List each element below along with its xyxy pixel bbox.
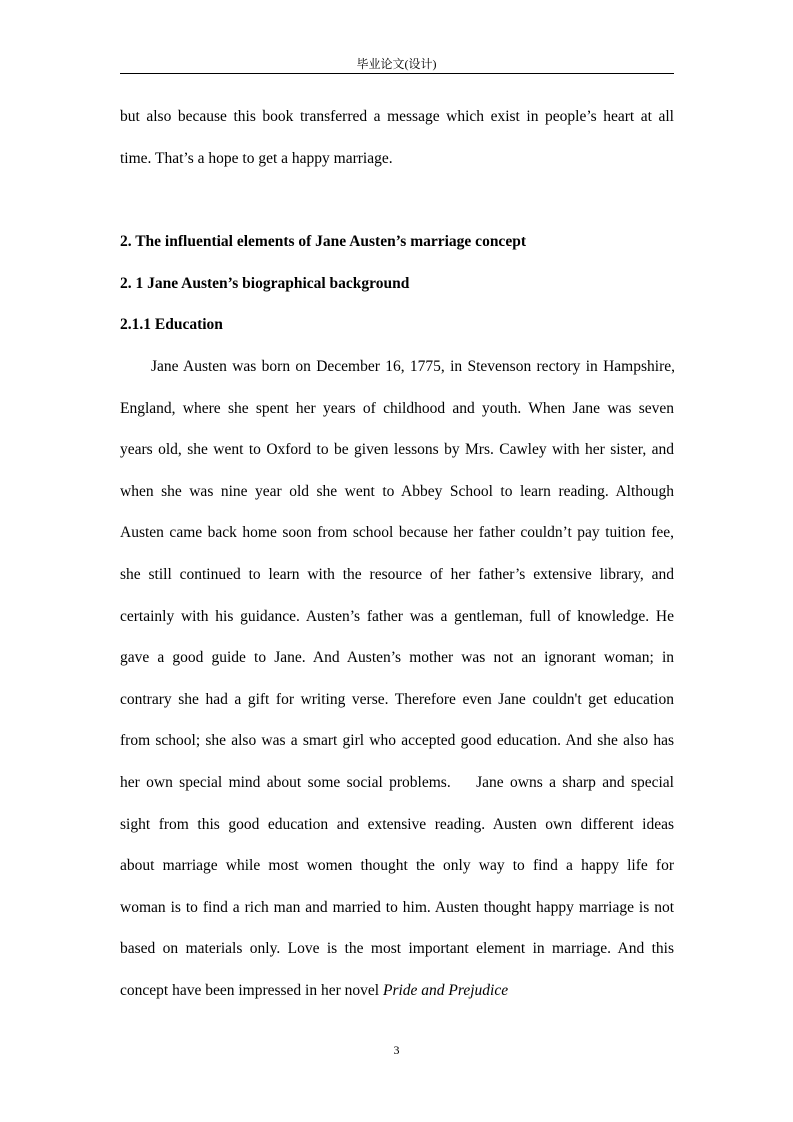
intro-line: but also because this book transferred a message which exist in people’s heart at all [120, 108, 674, 125]
body-line-text: concept have been impressed in her novel [120, 982, 383, 999]
body-line: about marriage while most women thought the only way to find a happy life for [120, 857, 674, 874]
body-line: Austen came back home soon from school because her father couldn’t pay tuition fee, [120, 524, 674, 541]
body-line: from school; she also was a smart girl who accepted good education. And she also has [120, 732, 674, 749]
section-heading: 2. The influential elements of Jane Austen’s marriage concept [120, 233, 526, 250]
running-header: 毕业论文(设计) [356, 57, 437, 71]
subsection-heading: 2. 1 Jane Austen’s biographical background [120, 275, 410, 292]
body-line: sight from this good education and extensive reading. Austen own different ideas [120, 816, 674, 833]
body-line: contrary she had a gift for writing verse. Therefore even Jane couldn't get education [120, 691, 674, 708]
body-last-line [120, 982, 674, 1000]
body-line: years old, she went to Oxford to be given lessons by Mrs. Cawley with her sister, and [120, 441, 674, 458]
page-number: 3 [393, 1043, 400, 1057]
novel-title: Pride and Prejudice [382, 982, 509, 999]
body-line: England, where she spent her years of childhood and youth. When Jane was seven [120, 400, 674, 417]
body-line: Jane Austen was born on December 16, 1775, in Stevenson rectory in Hampshire, [151, 358, 675, 375]
intro-line: time. That’s a hope to get a happy marriage. [120, 150, 393, 167]
body-line: when she was nine year old she went to Abbey School to learn reading. Although [120, 483, 674, 500]
subsubsection-heading: 2.1.1 Education [120, 316, 223, 333]
body-line: certainly with his guidance. Austen’s father was a gentleman, full of knowledge. He [120, 608, 674, 625]
body-line: gave a good guide to Jane. And Austen’s mother was not an ignorant woman; in [120, 649, 674, 666]
body-line: woman is to find a rich man and married to him. Austen thought happy marriage is not [120, 899, 674, 916]
body-line: she still continued to learn with the resource of her father’s extensive library, and [120, 566, 674, 583]
body-line: based on materials only. Love is the most important element in marriage. And this [120, 940, 674, 957]
header-rule [120, 73, 674, 74]
body-line: her own special mind about some social problems. Jane owns a sharp and special [120, 774, 674, 791]
